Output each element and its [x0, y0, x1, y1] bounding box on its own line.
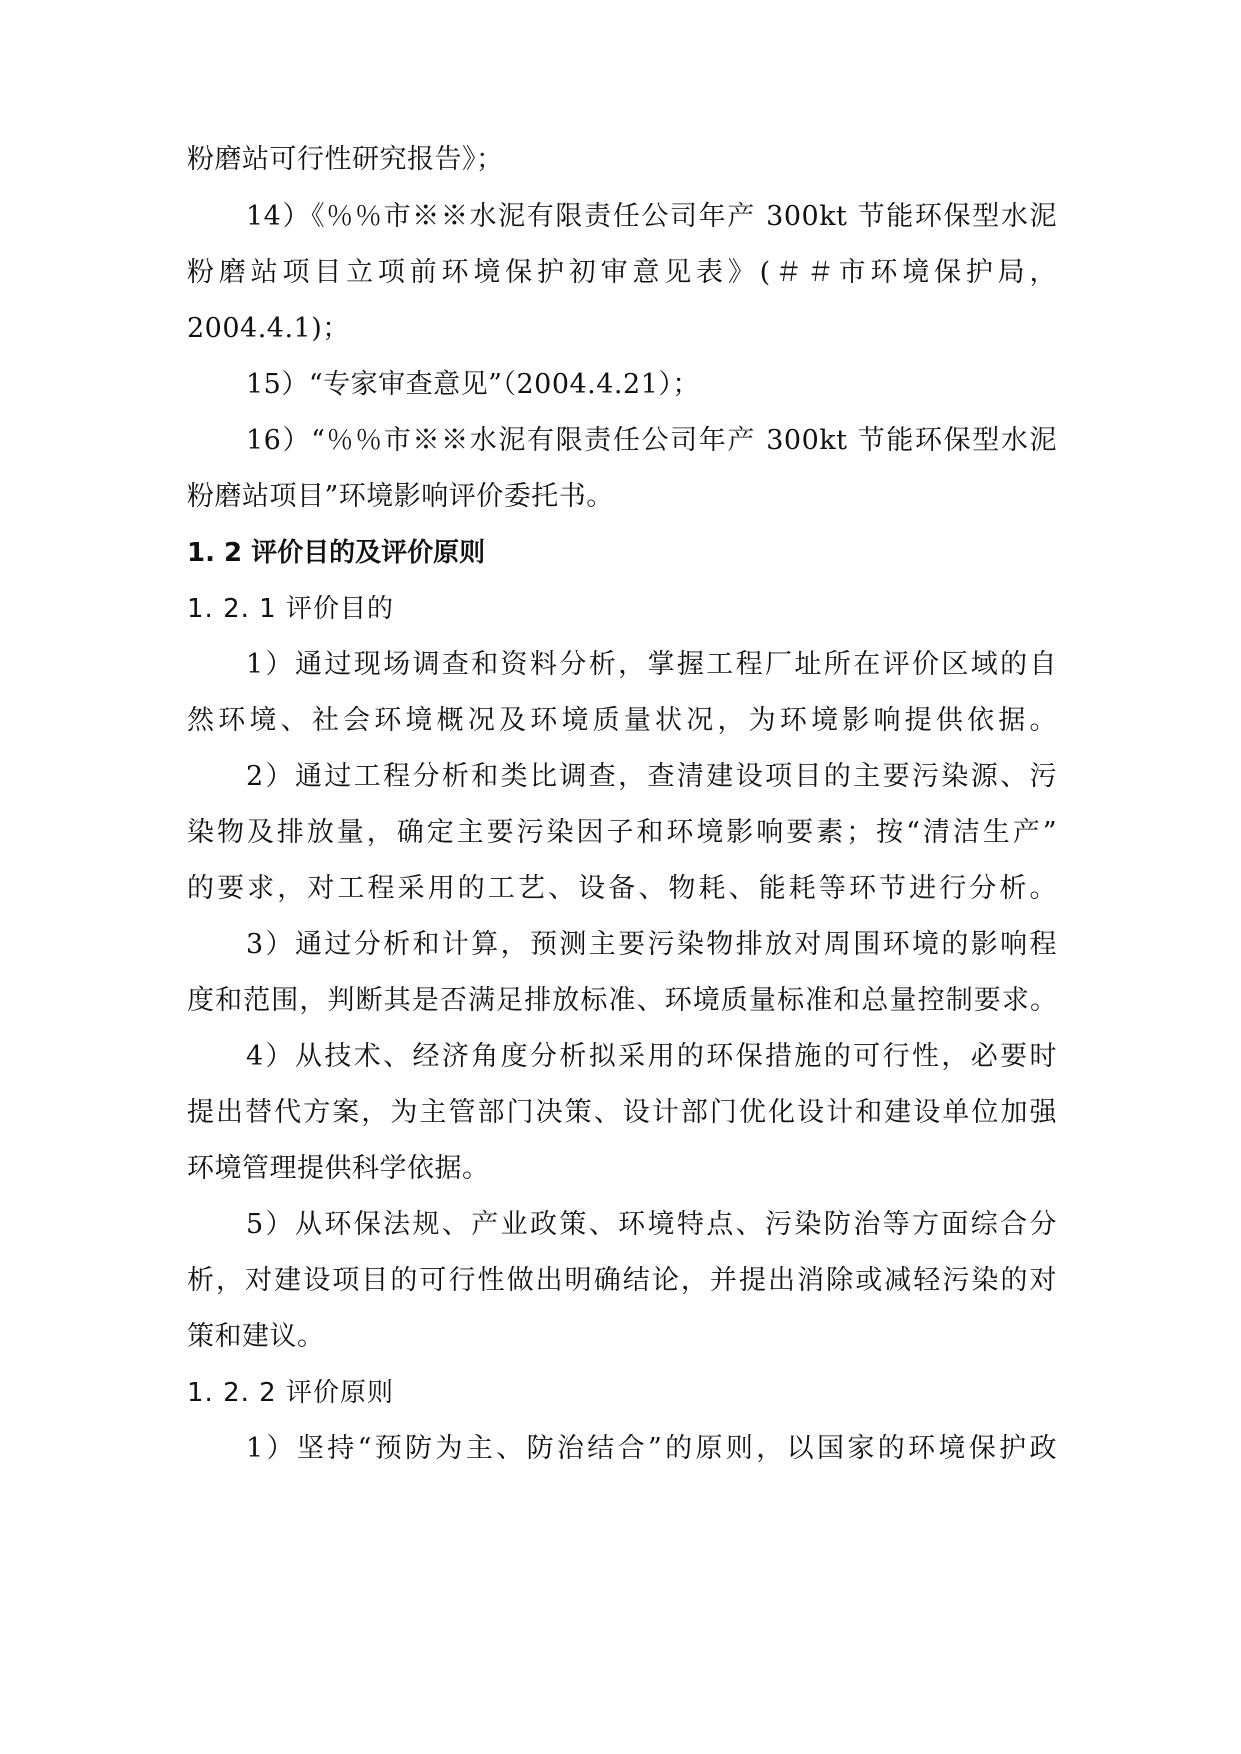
subsection-heading: 1. 2. 2 评价原则 [187, 1378, 394, 1408]
purpose-item-2: 2）通过工程分析和类比调查，查清建设项目的主要污染源、污 [246, 761, 1057, 792]
reference-item-16: 16）“％％市※※水泥有限责任公司年产 300kt 节能环保型水泥 [246, 425, 1057, 456]
text-line: 粉磨站可行性研究报告》； [187, 144, 504, 175]
text-line: 粉磨站项目”环境影响评价委托书。 [187, 481, 614, 512]
purpose-item-1: 1）通过现场调查和资料分析，掌握工程厂址所在评价区域的自 [246, 649, 1057, 680]
purpose-item-3: 3）通过分析和计算，预测主要污染物排放对周围环境的影响程 [246, 929, 1057, 960]
reference-item-15: 15）“专家审查意见”（2004.4.21）； [246, 369, 700, 400]
text-line: 粉磨站项目立项前环境保护初审意见表》(＃＃市环境保护局， [187, 257, 1057, 288]
text-line: 环境管理提供科学依据。 [187, 1153, 490, 1184]
text-line: 策和建议。 [187, 1321, 325, 1352]
purpose-item-5: 5）从环保法规、产业政策、环境特点、污染防治等方面综合分 [246, 1209, 1057, 1240]
text-line: 然环境、社会环境概况及环境质量状况，为环境影响提供依据。 [187, 705, 1057, 736]
text-line: 析，对建设项目的可行性做出明确结论，并提出消除或减轻污染的对 [187, 1265, 1057, 1296]
principle-item-1: 1）坚持“预防为主、防治结合”的原则，以国家的环境保护政 [246, 1433, 1057, 1464]
reference-item-14: 14）《％％市※※水泥有限责任公司年产 300kt 节能环保型水泥 [246, 201, 1057, 232]
text-line: 度和范围，判断其是否满足排放标准、环境质量标准和总量控制要求。 [187, 985, 1057, 1016]
text-line: 2004.4.1)； [187, 313, 350, 344]
section-heading: 1. 2 评价目的及评价原则 [187, 538, 486, 568]
purpose-item-4: 4）从技术、经济角度分析拟采用的环保措施的可行性，必要时 [246, 1041, 1057, 1072]
subsection-heading: 1. 2. 1 评价目的 [187, 594, 394, 624]
text-line: 的要求，对工程采用的工艺、设备、物耗、能耗等环节进行分析。 [187, 873, 1057, 904]
text-line: 染物及排放量，确定主要污染因子和环境影响要素；按“清洁生产” [187, 817, 1057, 848]
text-line: 提出替代方案，为主管部门决策、设计部门优化设计和建设单位加强 [187, 1097, 1057, 1128]
